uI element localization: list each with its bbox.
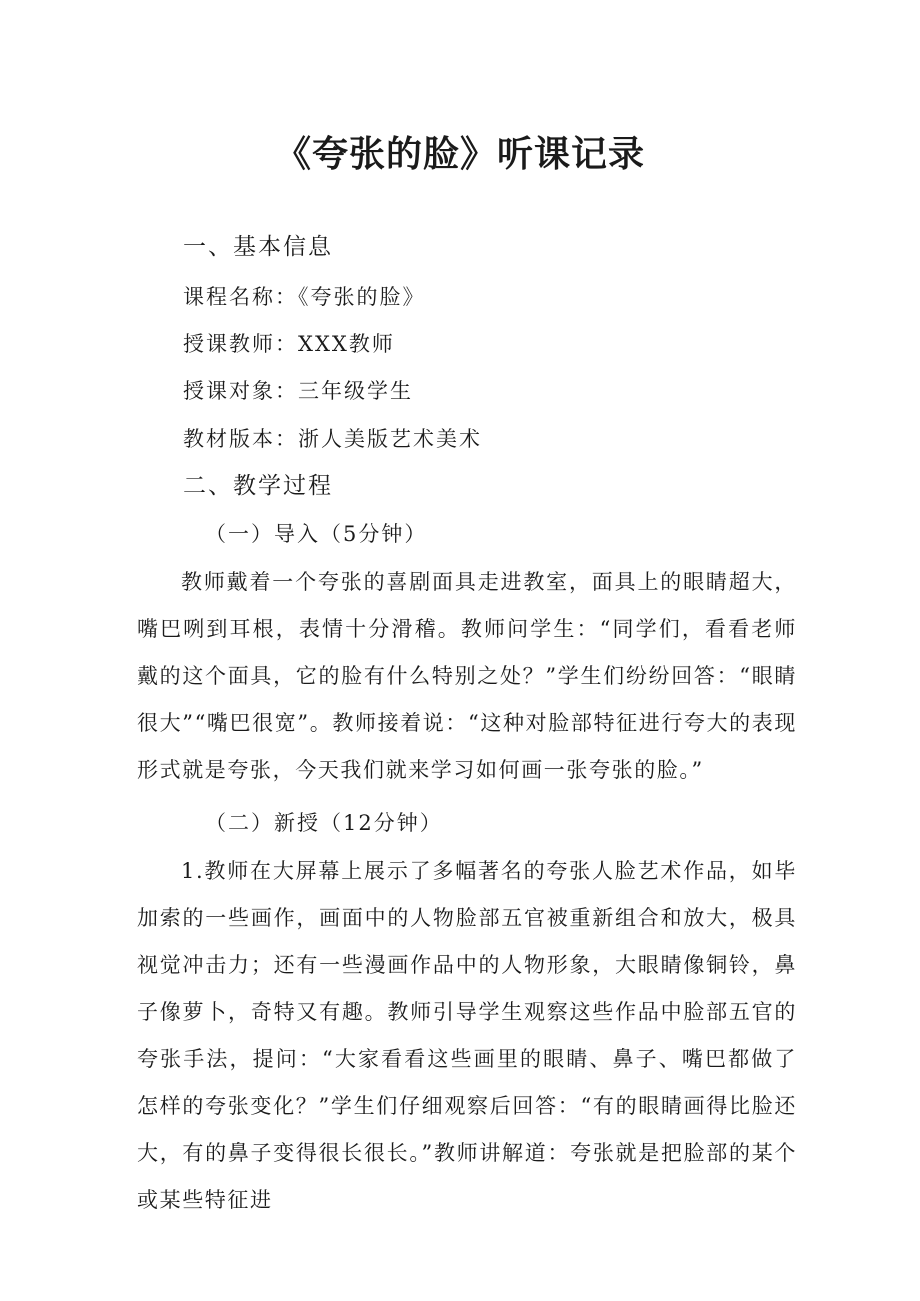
textbook-edition: 教材版本：浙人美版艺术美术 bbox=[183, 427, 482, 451]
audience: 授课对象：三年级学生 bbox=[183, 379, 413, 403]
teacher-name: 授课教师：XXX教师 bbox=[183, 332, 395, 356]
intro-paragraph: 教师戴着一个夸张的喜剧面具走进教室，面具上的眼睛超大，嘴巴咧到耳根，表情十分滑稽。教师问学生：“同学们，看看老师戴的这个面具，它的脸有什么特别之处？”学生们纷纷回答：“眼睛很大”“嘴巴很宽”。教师接着说：“这种对脸部特征进行夸大的表现形式就是夸张，今天我们就来学习如何画一张夸张的脸。” bbox=[137, 570, 797, 782]
part-heading-intro: （一）导入（5分钟） bbox=[205, 522, 428, 546]
section-heading-teaching-process: 二、教学过程 bbox=[183, 473, 333, 499]
part-heading-new-lesson: （二）新授（12分钟） bbox=[205, 811, 443, 835]
new-lesson-paragraph: 1.教师在大屏幕上展示了多幅著名的夸张人脸艺术作品，如毕加索的一些画作，画面中的人物脸部五官被重新组合和放大，极具视觉冲击力；还有一些漫画作品中的人物形象，大眼睛像铜铃，鼻子像萝卜，奇特又有趣。教师引导学生观察这些作品中脸部五官的夸张手法，提问：“大家看看这些画里的眼睛、鼻子、嘴巴都做了怎样的夸张变化？”学生们仔细观察后回答：“有的眼睛画得比脸还大，有的鼻子变得很长很长。”教师讲解道：夸张就是把脸部的某个或某些特征进 bbox=[137, 859, 797, 1212]
document-title: 《夸张的脸》听课记录 bbox=[274, 134, 645, 175]
course-name: 课程名称：《夸张的脸》 bbox=[183, 285, 426, 309]
section-heading-basic-info: 一、基本信息 bbox=[183, 234, 333, 260]
